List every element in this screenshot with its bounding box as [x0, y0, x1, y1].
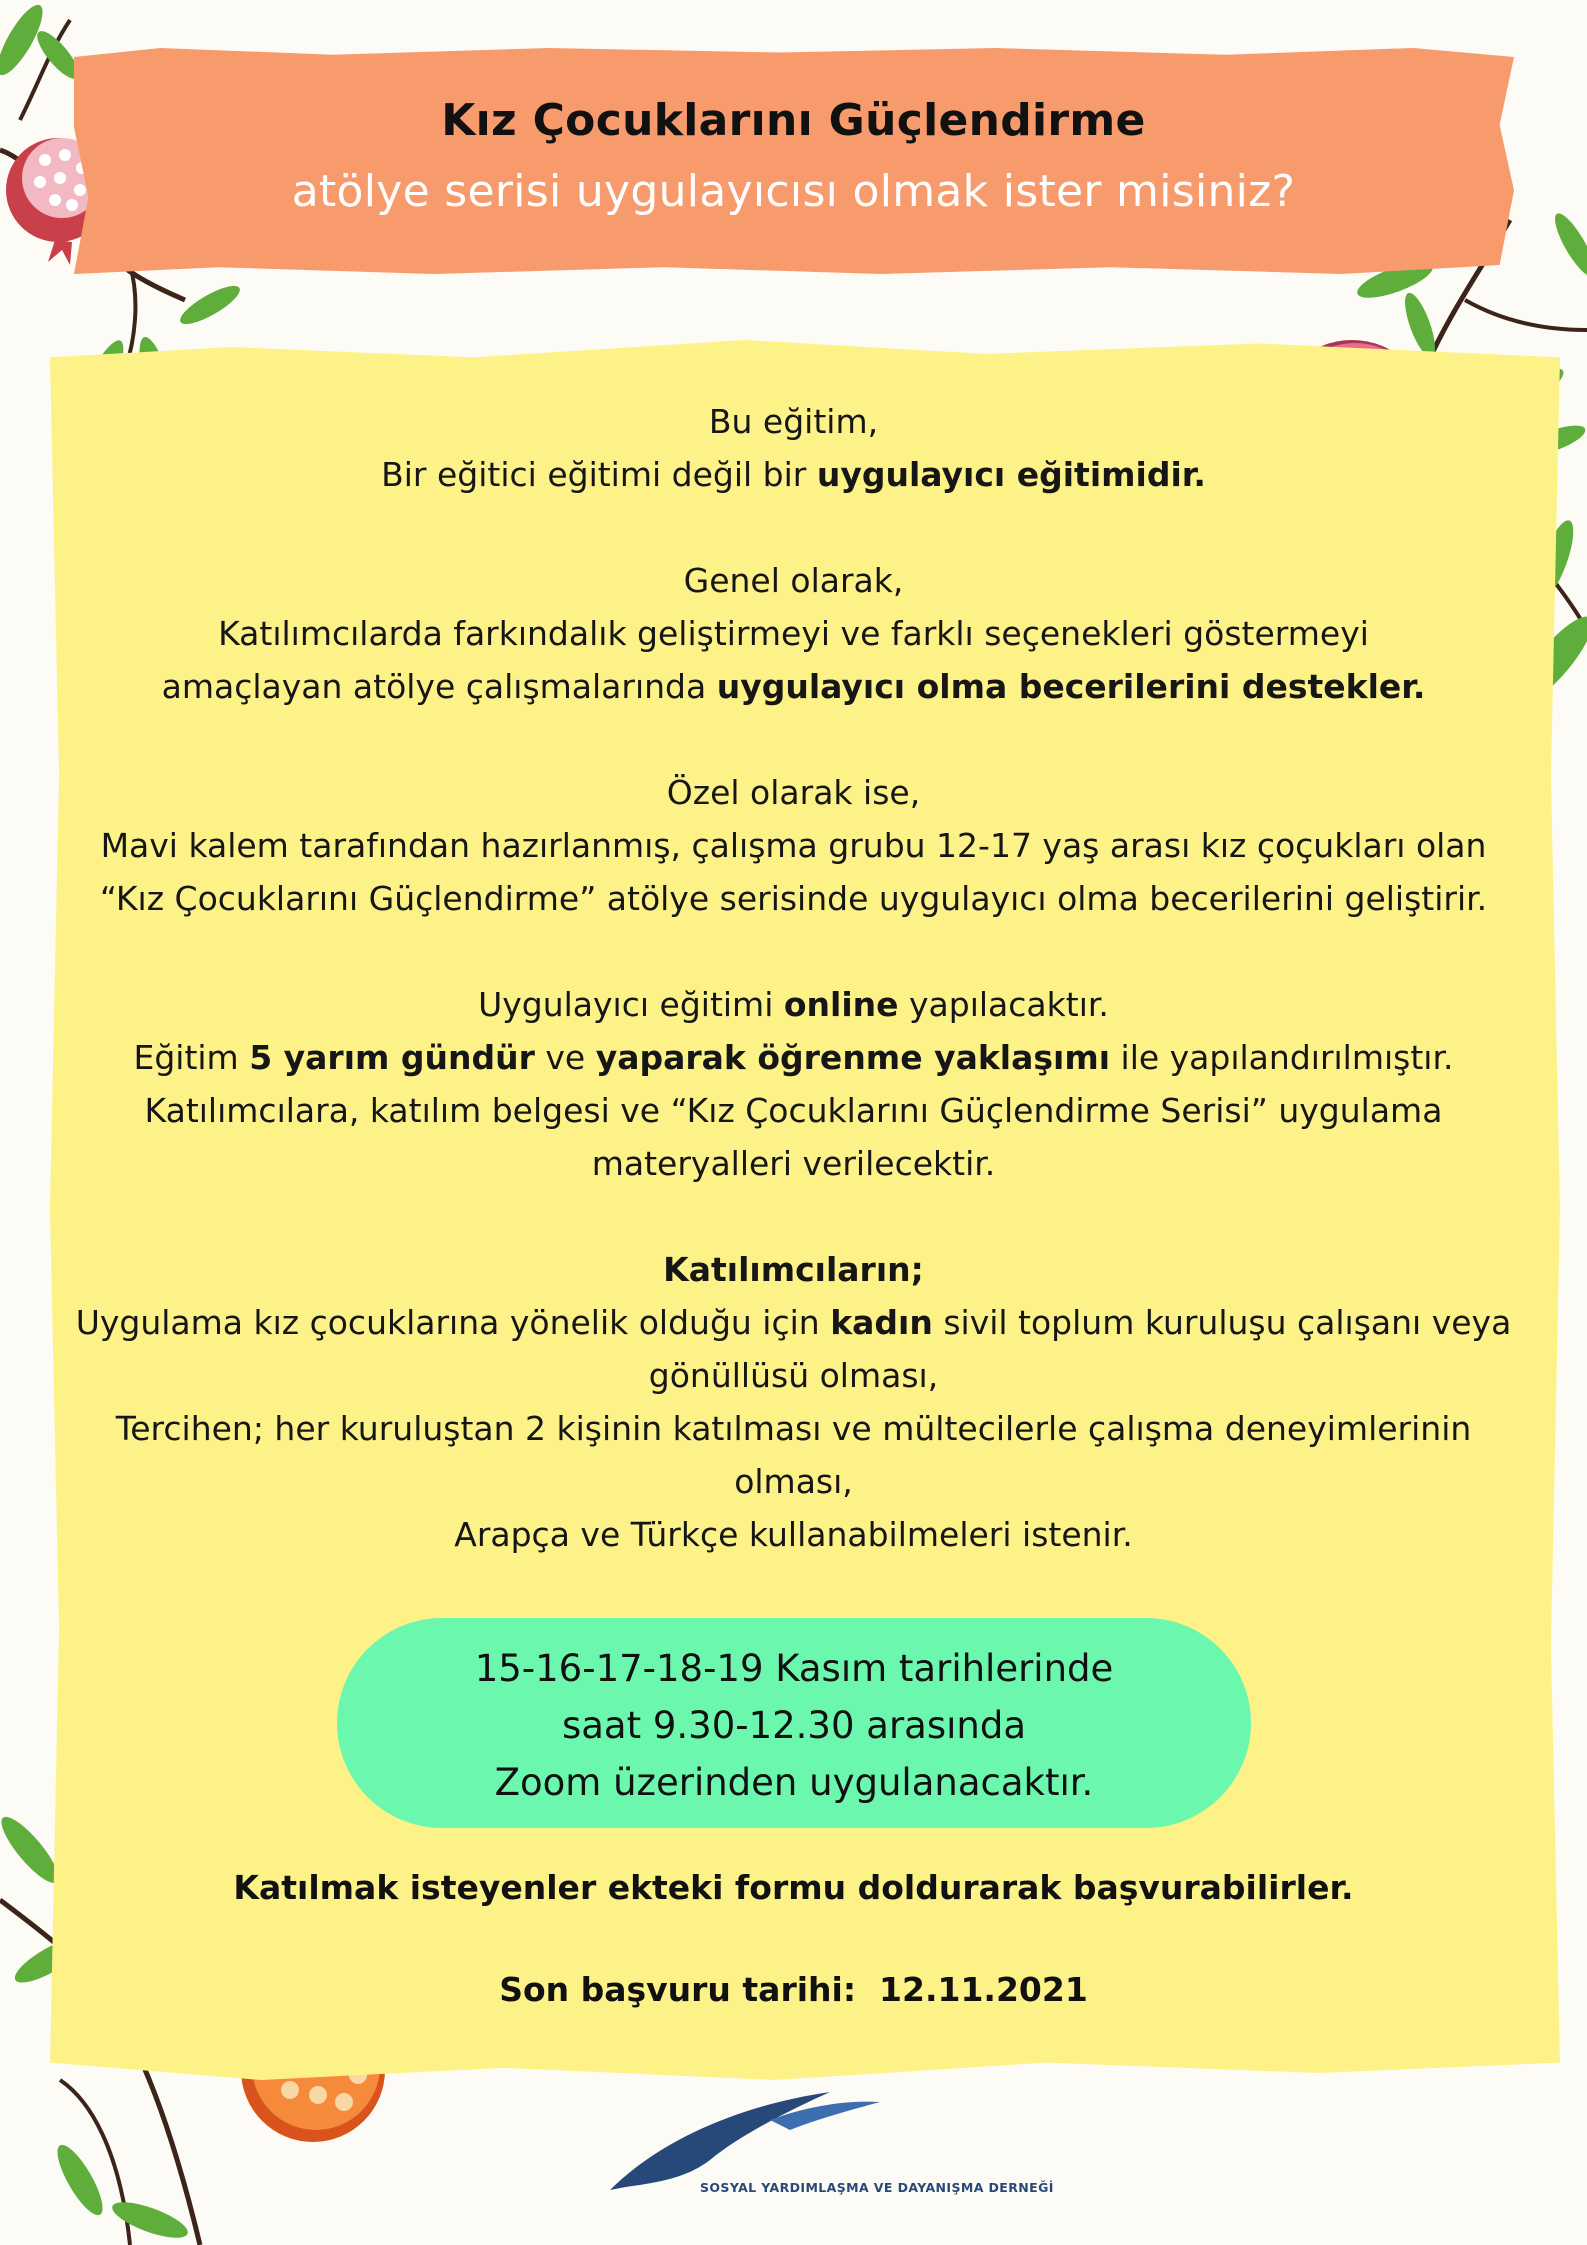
body-text	[0, 395, 1587, 1561]
intro-line-1: Bu eğitim,	[708, 402, 879, 441]
format-line-2-e: ile yapılandırılmıştır.	[1110, 1038, 1454, 1077]
format-line-3: Katılımcılara, katılım belgesi ve “Kız Çocuklarını Güçlendirme Serisi” uygulama	[144, 1091, 1443, 1130]
format-line-2	[0, 1031, 1587, 1084]
requirements-line-1-a: Uygulama kız çocuklarına yönelik olduğu için	[75, 1303, 831, 1342]
format-line-1-a: Uygulayıcı eğitimi	[478, 985, 784, 1024]
logo-tagline: SOSYAL YARDIMLAŞMA VE DAYANIŞMA DERNEĞİ	[700, 2180, 1054, 2195]
schedule-line-3: Zoom üzerinden uygulanacaktır.	[494, 1761, 1094, 1804]
format-line-1-bold: online	[783, 985, 899, 1024]
specific-line-2: Mavi kalem tarafından hazırlanmış, çalışma grubu 12-17 yaş arası kız çoçukları olan	[100, 826, 1487, 865]
intro-line-2	[0, 448, 1587, 501]
requirements-line-1-bold: kadın	[830, 1303, 933, 1342]
general-line-3-text: amaçlayan atölye çalışmalarında	[161, 667, 717, 706]
format-line-2-c: ve	[534, 1038, 596, 1077]
page-subtitle: atölye serisi uygulayıcısı olmak ister misiniz?	[291, 166, 1296, 217]
deadline	[0, 1970, 1587, 2009]
schedule-text	[337, 1640, 1251, 1811]
format-line-1-c: yapılacaktır.	[898, 985, 1109, 1024]
requirements-line-5: Arapça ve Türkçe kullanabilmeleri istenir.	[454, 1515, 1133, 1554]
format-line-2-bold-1: 5 yarım gündür	[249, 1038, 535, 1077]
specific-line-3: “Kız Çocuklarını Güçlendirme” atölye serisinde uygulayıcı olma becerilerini geliştirir.	[99, 879, 1488, 918]
schedule-line-2: saat 9.30-12.30 arasında	[561, 1704, 1027, 1747]
requirements-line-1-c: sivil toplum kuruluşu çalışanı veya	[932, 1303, 1512, 1342]
format-line-2-bold-2: yaparak öğrenme yaklaşımı	[595, 1038, 1111, 1077]
mavi-kalem-logo	[600, 2080, 1054, 2210]
general-line-3-bold: uygulayıcı olma becerilerini destekler.	[716, 667, 1426, 706]
schedule-line-1: 15-16-17-18-19 Kasım tarihlerinde	[474, 1647, 1114, 1690]
intro-line-2-bold: uygulayıcı eğitimidir.	[816, 455, 1206, 494]
apply-instruction: Katılmak isteyenler ekteki formu doldurarak başvurabilirler.	[233, 1868, 1354, 1907]
requirements-heading-text: Katılımcıların;	[663, 1250, 924, 1289]
requirements-line-2: gönüllüsü olması,	[648, 1356, 939, 1395]
intro-line-2-text: Bir eğitici eğitimi değil bir	[381, 455, 817, 494]
general-line-2: Katılımcılarda farkındalık geliştirmeyi ve farklı seçenekleri göstermeyi	[218, 614, 1369, 653]
specific-line-1: Özel olarak ise,	[666, 773, 921, 812]
general-line-1: Genel olarak,	[683, 561, 904, 600]
page-title: Kız Çocuklarını Güçlendirme	[441, 95, 1146, 146]
deadline-date: 12.11.2021	[879, 1970, 1088, 2009]
general-line-3	[0, 660, 1587, 713]
requirements-heading	[0, 1243, 1587, 1296]
header-banner	[74, 48, 1514, 274]
deadline-label: Son başvuru tarihi:	[499, 1970, 857, 2009]
requirements-line-1	[0, 1296, 1587, 1349]
format-line-2-a: Eğitim	[133, 1038, 250, 1077]
format-line-4: materyalleri verilecektir.	[591, 1144, 996, 1183]
format-line-1	[0, 978, 1587, 1031]
requirements-line-4: olması,	[734, 1462, 853, 1501]
requirements-line-3: Tercihen; her kuruluştan 2 kişinin katılması ve mültecilerle çalışma deneyimlerinin	[115, 1409, 1472, 1448]
